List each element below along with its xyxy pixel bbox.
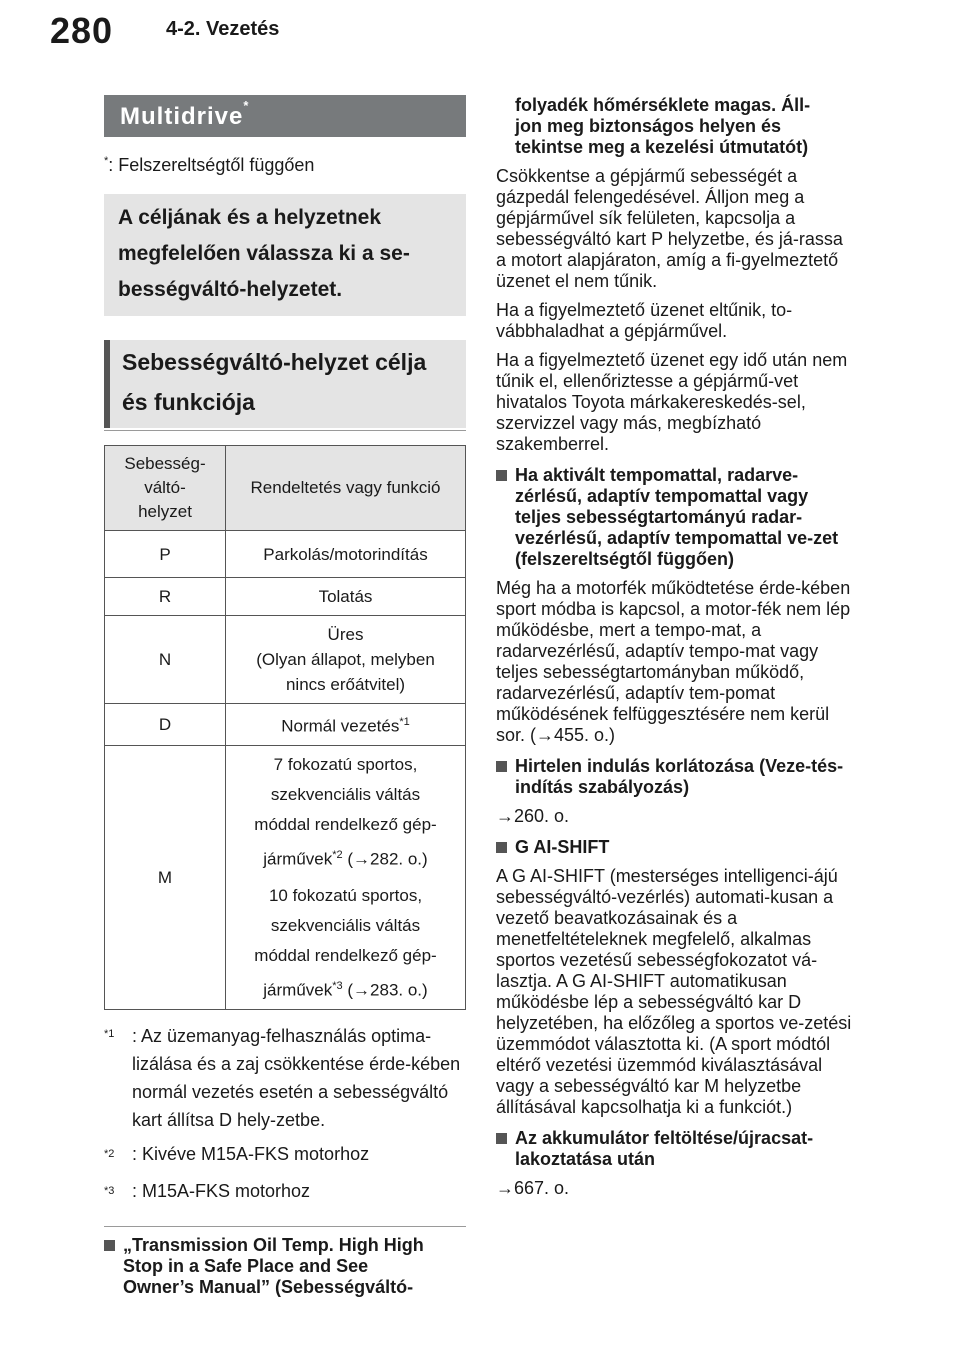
- left-column: [104, 95, 466, 1298]
- footnote-mark: *3: [104, 1185, 115, 1198]
- footnote-mark: *1: [104, 1028, 115, 1041]
- function-cell: 7 fokozatú sportos, szekvenciális váltás móddal rendelkező gép- járművek$^{*2}$ (→282. o.) 10 fokozatú sportos, szekvenciális váltás móddal rendelkező gép- járművek$^{*3}$ (→283. o.): [226, 746, 466, 1010]
- footnote-mark: *2: [104, 1148, 115, 1161]
- function-cell: Tolatás: [226, 578, 466, 616]
- right-column: [496, 95, 856, 1207]
- equipment-note: [104, 155, 466, 176]
- position-cell: R: [105, 578, 226, 616]
- divider: [104, 430, 466, 431]
- section-title: 4-2. Vezetés: [166, 18, 280, 40]
- multidrive-banner: [104, 95, 466, 137]
- footnote-text: : Az üzemanyag-felhasználás optima-lizálása és a zaj csökkentése érde-kében normál vezetés esetén a sebességváltó kart állítsa D hely-zetbe.: [132, 1026, 461, 1131]
- footnote: [104, 1142, 466, 1171]
- subheading-battery: Az akkumulátor feltöltése/újracsat-lakoztatása után: [496, 1128, 856, 1170]
- banner-title: Multidrive: [120, 103, 244, 130]
- intro-line: megfelelően válassza ki a se-: [118, 242, 410, 265]
- footnote-text: : M15A-FKS motorhoz: [132, 1181, 311, 1202]
- table-row: [105, 616, 466, 704]
- position-cell: N: [105, 616, 226, 704]
- subheading-continuation: folyadék hőmérséklete magas. Áll- jon meg biztonságos helyen és tekintse meg a kezelési útmutatót): [515, 95, 811, 157]
- function-cell: Üres (Olyan állapot, melyben nincs erőátvitel): [226, 616, 466, 704]
- gear-position-table: [104, 445, 466, 1010]
- square-bullet-icon: [104, 1240, 115, 1251]
- subheading-drive-start-control: Hirtelen indulás korlátozása (Veze-tés-indítás szabályozás): [496, 756, 856, 798]
- intro-line: bességváltó-helyzetet.: [118, 278, 343, 301]
- paragraph: Még ha a motorfék működtetése érde-kében sport módba is kapcsol, a motor-fék nem lép működésbe, mert a tempo-mat, a radarvezérlésű, adaptív tempo-mat vagy teljes sebességtartományban működő, radarvezérlésű, adaptív tem-pomat működésének felfüggesztésére nem kerül sor. (→455. o.): [496, 578, 851, 745]
- table-row: [105, 704, 466, 746]
- paragraph: A G AI-SHIFT (mesterséges intelligenci-ájú sebességváltó-vezérlés) automati-kusan a vezető beavatkozásainak és a menetfeltételeknek megfelelő, alkalmas sportos vezetésű sebességfokozatot vá-lasztja. A G AI-SHIFT automatikusan működésbe lép a sebességváltó kar D helyzetében, ha előzőleg a sportos ve-zetési üzemmódot választotta ki. (A sport módtól eltérő vezetési üzemmód kiválasztásával vagy a sebességváltó kar M helyzetbe állításával kapcsolhatja ki a funkciót.): [496, 866, 852, 1117]
- function-heading: [104, 340, 466, 428]
- function-heading-line: Sebességváltó-helyzet célja: [122, 349, 427, 375]
- banner-star: *: [243, 98, 250, 113]
- table-row: [105, 531, 466, 578]
- square-bullet-icon: [496, 761, 507, 772]
- position-cell: D: [105, 704, 226, 746]
- intro-box: [104, 194, 466, 316]
- equipment-note-text: : Felszereltségtől függően: [108, 155, 315, 175]
- star-mark: *: [104, 155, 109, 167]
- table-row: [105, 578, 466, 616]
- table-row: [105, 746, 466, 1010]
- square-bullet-icon: [496, 842, 507, 853]
- position-cell: M: [105, 746, 226, 1010]
- divider: [104, 1226, 466, 1227]
- page-reference: →667. o.: [496, 1178, 570, 1198]
- footnotes: [104, 1022, 466, 1208]
- function-cell: Normál vezetés$^{*1}$: [226, 704, 466, 746]
- position-cell: P: [105, 531, 226, 578]
- paragraph: Csökkentse a gépjármű sebességét a gázpedál felengedésével. Álljon meg a gépjárművel sík felületen, kapcsolja a sebességváltó kart P helyzetbe, és já-rassa a motort alapjáraton, amíg a fi-gyelmeztető üzenet el nem tűnik.: [496, 166, 843, 291]
- footnote: [104, 1179, 466, 1208]
- footnote-text: : Kivéve M15A-FKS motorhoz: [132, 1144, 370, 1165]
- function-cell: Parkolás/motorindítás: [226, 531, 466, 578]
- page-reference: →260. o.: [496, 806, 570, 826]
- col-header-function: Rendeltetés vagy funkció: [226, 446, 466, 531]
- square-bullet-icon: [496, 1133, 507, 1144]
- paragraph: Ha a figyelmeztető üzenet egy idő után nem tűnik el, ellenőriztesse a gépjármű-vet hivatalos Toyota márkakereskedés-sel, szervizzel vagy más, megbízható szakemberrel.: [496, 350, 848, 454]
- intro-line: A céljának és a helyzetnek: [118, 206, 382, 229]
- page-number: 280: [50, 10, 114, 51]
- square-bullet-icon: [496, 470, 507, 481]
- function-heading-line: és funkciója: [122, 389, 255, 415]
- col-header-position: Sebesség- váltó- helyzet: [105, 446, 226, 531]
- table-header-row: [105, 446, 466, 531]
- paragraph: Ha a figyelmeztető üzenet eltűnik, to-vábbhaladhat a gépjárművel.: [496, 300, 793, 341]
- subheading-transmission-oil: „Transmission Oil Temp. High High Stop in a Safe Place and See Owner’s Manual” (Sebességváltó-: [104, 1235, 466, 1298]
- subheading-g-ai-shift: G AI-SHIFT: [496, 837, 856, 858]
- subheading-cruise-control: Ha aktivált tempomattal, radarve-zérlésű, adaptív tempomattal vagy teljes sebességtartományú radar-vezérlésű, adaptív tempomattal ve-zet (felszereltségtől függően): [496, 465, 856, 570]
- footnote: [104, 1022, 466, 1134]
